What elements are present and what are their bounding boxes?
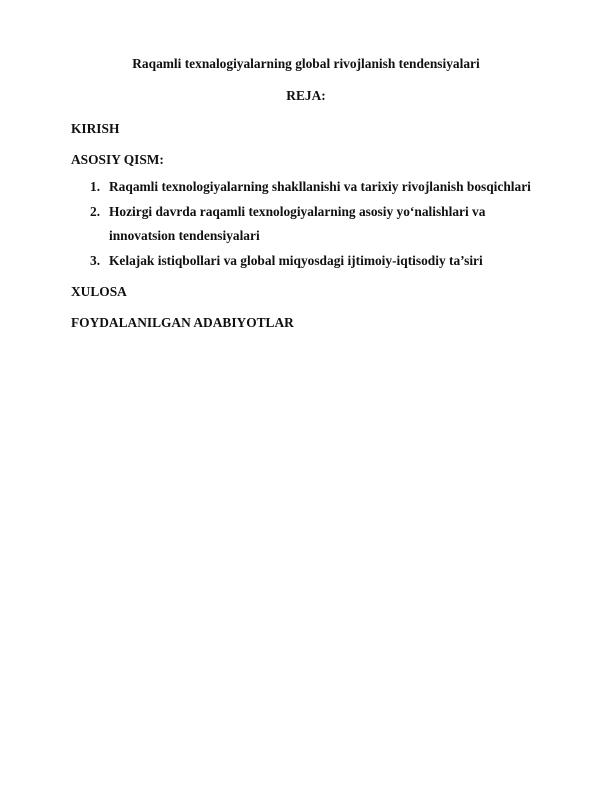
section-main: ASOSIY QISM: [71, 152, 164, 167]
section-references: FOYDALANILGAN ADABIYOTLAR [71, 315, 294, 330]
plan-heading: REJA: [286, 88, 326, 103]
document-title: Raqamli texnalogiyalarning global rivojlanish tendensiyalari [132, 56, 480, 71]
item-text: Raqamli texnologiyalarning shakllanishi va tarixiy rivojlanish bosqichlari [109, 179, 531, 194]
section-conclusion: XULOSA [71, 284, 127, 299]
item-number: 3. [90, 253, 101, 268]
plan-item-2-continuation: innovatsion tendensiyalari [109, 228, 260, 243]
section-intro: KIRISH [71, 121, 120, 136]
item-number: 2. [90, 204, 101, 219]
item-text: Kelajak istiqbollari va global miqyosdagi ijtimoiy-iqtisodiy ta’siri [109, 253, 483, 268]
item-text: Hozirgi davrda raqamli texnologiyalarning asosiy yo‘nalishlari va [109, 204, 486, 219]
item-number: 1. [90, 179, 101, 194]
